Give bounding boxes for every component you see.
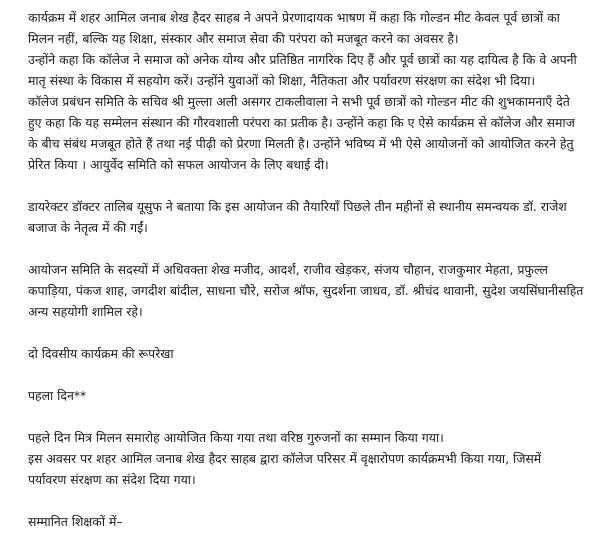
section-heading-outline [28, 343, 604, 364]
text-line: मिलन नहीं, बल्कि यह शिक्षा, संस्कार और समाज सेवा की परंपरा को मजबूत करने का अवसर है। [28, 31, 459, 46]
section-heading-honored-teachers [28, 511, 604, 532]
text-line: पहले दिन मित्र मिलन समारोह आयोजित किया गया तथा वरिष्ठ गुरुजनों का सम्मान किया गया। [28, 430, 444, 445]
text-line: मातृ संस्था के विकास में सहयोग करें। उन्होंने युवाओं को शिक्षा, नैतिकता और पर्यावरण संरक्षण का संदेश भी दिया। [28, 73, 536, 88]
section-heading-day-one [28, 385, 604, 406]
text-line: हुए कहा कि यह सम्मेलन संस्थान की गौरवशाली परंपरा का प्रतीक है। उन्होंने कहा कि ए ऐसे कार्यक्रम से कॉलेज और समाज [28, 115, 575, 130]
text-line: इस अवसर पर शहर आमिल जनाब शेख हैदर साहब द्वारा कॉलेज परिसर में वृक्षारोपण कार्यक्रमभी किया गया, जिसमें [28, 451, 542, 466]
text-line: डायरेक्टर डॉक्टर तालिब यूसुफ ने बताया कि इस आयोजन की तैयारियाँ पिछले तीन महीनों से स्थानीय समन्वयक डॉ. राजेश [28, 199, 567, 214]
text-line: अन्य सहयोगी शामिल रहे। [28, 304, 143, 319]
text-line: सम्मानित शिक्षकों में– [28, 514, 123, 529]
text-line: दो दिवसीय कार्यक्रम की रूपरेखा [28, 346, 174, 361]
paragraph-director [28, 196, 604, 238]
paragraph-speech [28, 7, 604, 175]
text-line: पहला दिन** [28, 388, 87, 403]
text-line: आयोजन समिति के सदस्यों में अधिवक्ता शेख मजीद, आदर्श, राजीव खेड़कर, संजय चौहान, राजकुमार मेहता, प्रफुल्ल [28, 262, 548, 277]
text-line: कॉलेज प्रबंधन समिति के सचिव श्री मुल्ला अली असगर टाकलीवाला ने सभी पूर्व छात्रों को गोल्डन मीट की शुभकामनाएँ देते [28, 94, 570, 109]
text-line: कपाड़िया, पंकज शाह, जगदीश बांदील, साधना चौरे, सरोज श्रॉफ, सुदर्शना जाधव, डॉ. श्रीचंद थावानी, सुदेश जयसिंघानीसहित [28, 283, 584, 298]
text-line: प्रेरित किया । आयुर्वेद समिति को सफल आयोजन के लिए बधाई दी। [28, 157, 329, 172]
text-line: पर्यावरण संरक्षण का संदेश दिया गया। [28, 472, 196, 487]
text-line: कार्यक्रम में शहर आमिल जनाब शेख हैदर साहब ने अपने प्रेरणादायक भाषण में कहा कि गोल्डन मीट केवल पूर्व छात्रों का [28, 10, 560, 25]
text-line: उन्होंने कहा कि कॉलेज ने समाज को अनेक योग्य और प्रतिष्ठित नागरिक दिए हैं और पूर्व छात्रों का यह दायित्व है कि वे अपनी [28, 52, 577, 67]
text-line: बजाज के नेतृत्व में की गईं। [28, 220, 148, 235]
paragraph-committee [28, 259, 604, 322]
text-line: के बीच संबंध मजबूत होते हैं तथा नई पीढ़ी को प्रेरणा मिलती है। उन्होंने भविष्य में भी ऐसे आयोजनों को आयोजित करने हेतु [28, 136, 574, 151]
paragraph-day-one [28, 427, 604, 490]
